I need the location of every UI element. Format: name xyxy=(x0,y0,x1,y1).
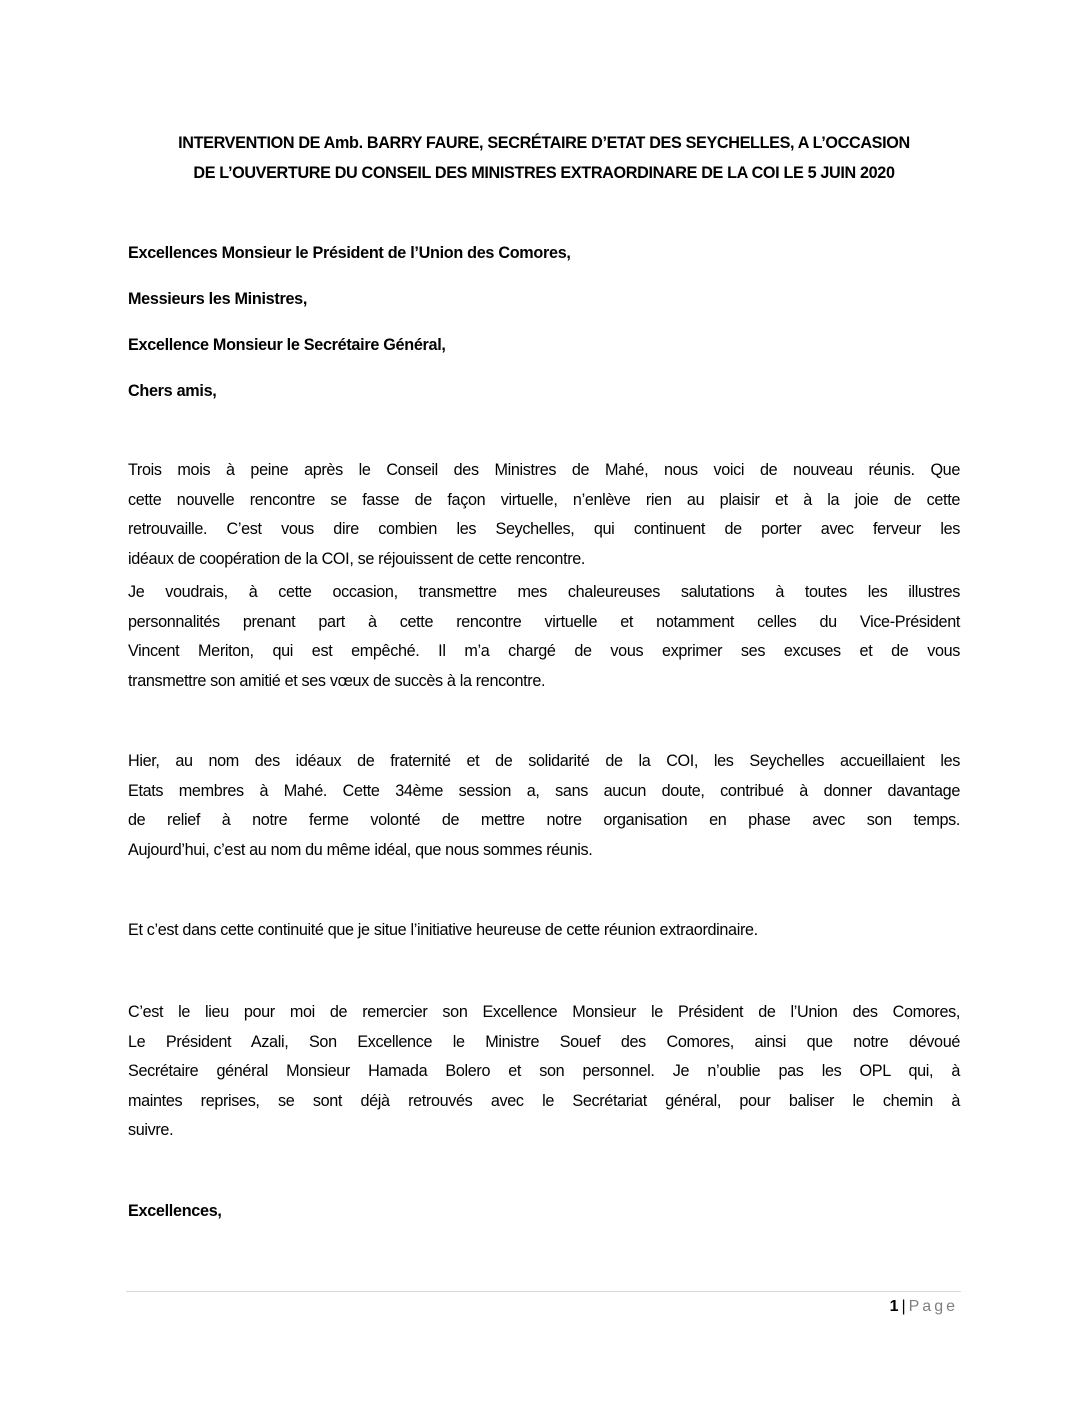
paragraph-line: idéaux de coopération de la COI, se réjouissent de cette rencontre. xyxy=(128,549,586,568)
salutation-secretary-general: Excellence Monsieur le Secrétaire Général, xyxy=(128,336,446,354)
paragraph-line: cette nouvelle rencontre se fasse de façon virtuelle, n’enlève rien au plaisir et à la joie de cette xyxy=(128,490,960,509)
salutation-friends: Chers amis, xyxy=(128,382,217,400)
paragraph-line: C’est le lieu pour moi de remercier son Excellence Monsieur le Président de l’Union des Comores, xyxy=(128,1003,960,1021)
salutation-ministers: Messieurs les Ministres, xyxy=(128,290,308,308)
paragraph-4 xyxy=(128,916,960,946)
paragraph-line: Hier, au nom des idéaux de fraternité et de solidarité de la COI, les Seychelles accueillaient les xyxy=(128,752,960,770)
paragraph-line: Je voudrais, à cette occasion, transmettre mes chaleureuses salutations à toutes les illustres xyxy=(128,583,960,601)
paragraph-5 xyxy=(128,998,960,1146)
paragraph-line: retrouvaille. C’est vous dire combien les Seychelles, qui continuent de porter avec ferveur les xyxy=(128,520,960,538)
paragraph-1 xyxy=(128,456,960,574)
paragraph-line: Le Président Azali, Son Excellence le Ministre Souef des Comores, ainsi que notre dévoué xyxy=(128,1032,960,1051)
title-line: INTERVENTION DE Amb. BARRY FAURE, SECRÉTAIRE D’ETAT DES SEYCHELLES, A L’OCCASION xyxy=(178,134,910,152)
paragraph-line: transmettre son amitié et ses vœux de succès à la rencontre. xyxy=(128,671,546,690)
page-label: Page xyxy=(908,1298,958,1315)
document-title xyxy=(128,128,960,188)
paragraph-line: Vincent Meriton, qui est empêché. Il m’a chargé de vous exprimer ses excuses et de vous xyxy=(128,642,960,660)
footer-divider xyxy=(126,1291,961,1292)
paragraph-line: de relief à notre ferme volonté de mettre notre organisation en phase avec son temps. xyxy=(128,811,960,829)
paragraph-line: Trois mois à peine après le Conseil des Ministres de Mahé, nous voici de nouveau réunis. Que xyxy=(128,461,960,479)
paragraph-line: Secrétaire général Monsieur Hamada Bolero et son personnel. Je n’oublie pas les OPL qui, à xyxy=(128,1062,960,1080)
paragraph-line: maintes reprises, se sont déjà retrouvés avec le Secrétariat général, pour baliser le chemin à xyxy=(128,1091,960,1110)
paragraph-line: Etats membres à Mahé. Cette 34ème session a, sans aucun doute, contribué à donner davantage xyxy=(128,781,960,800)
paragraph-3 xyxy=(128,747,960,865)
page-separator: | xyxy=(901,1298,906,1315)
paragraph-line: Aujourd’hui, c’est au nom du même idéal, que nous sommes réunis. xyxy=(128,840,593,859)
paragraph-line: personnalités prenant part à cette rencontre virtuelle et notamment celles du Vice-Président xyxy=(128,612,960,631)
salutation-president: Excellences Monsieur le Président de l’Union des Comores, xyxy=(128,244,571,262)
page-number: 1 xyxy=(889,1298,899,1315)
paragraph-line: suivre. xyxy=(128,1121,174,1139)
paragraph-line: Et c’est dans cette continuité que je situe l’initiative heureuse de cette réunion extraordinaire. xyxy=(128,921,758,939)
paragraph-2 xyxy=(128,578,960,696)
title-line: DE L’OUVERTURE DU CONSEIL DES MINISTRES EXTRAORDINARE DE LA COI LE 5 JUIN 2020 xyxy=(193,164,895,182)
closing-salutation: Excellences, xyxy=(128,1202,222,1220)
page-footer xyxy=(890,1298,958,1316)
